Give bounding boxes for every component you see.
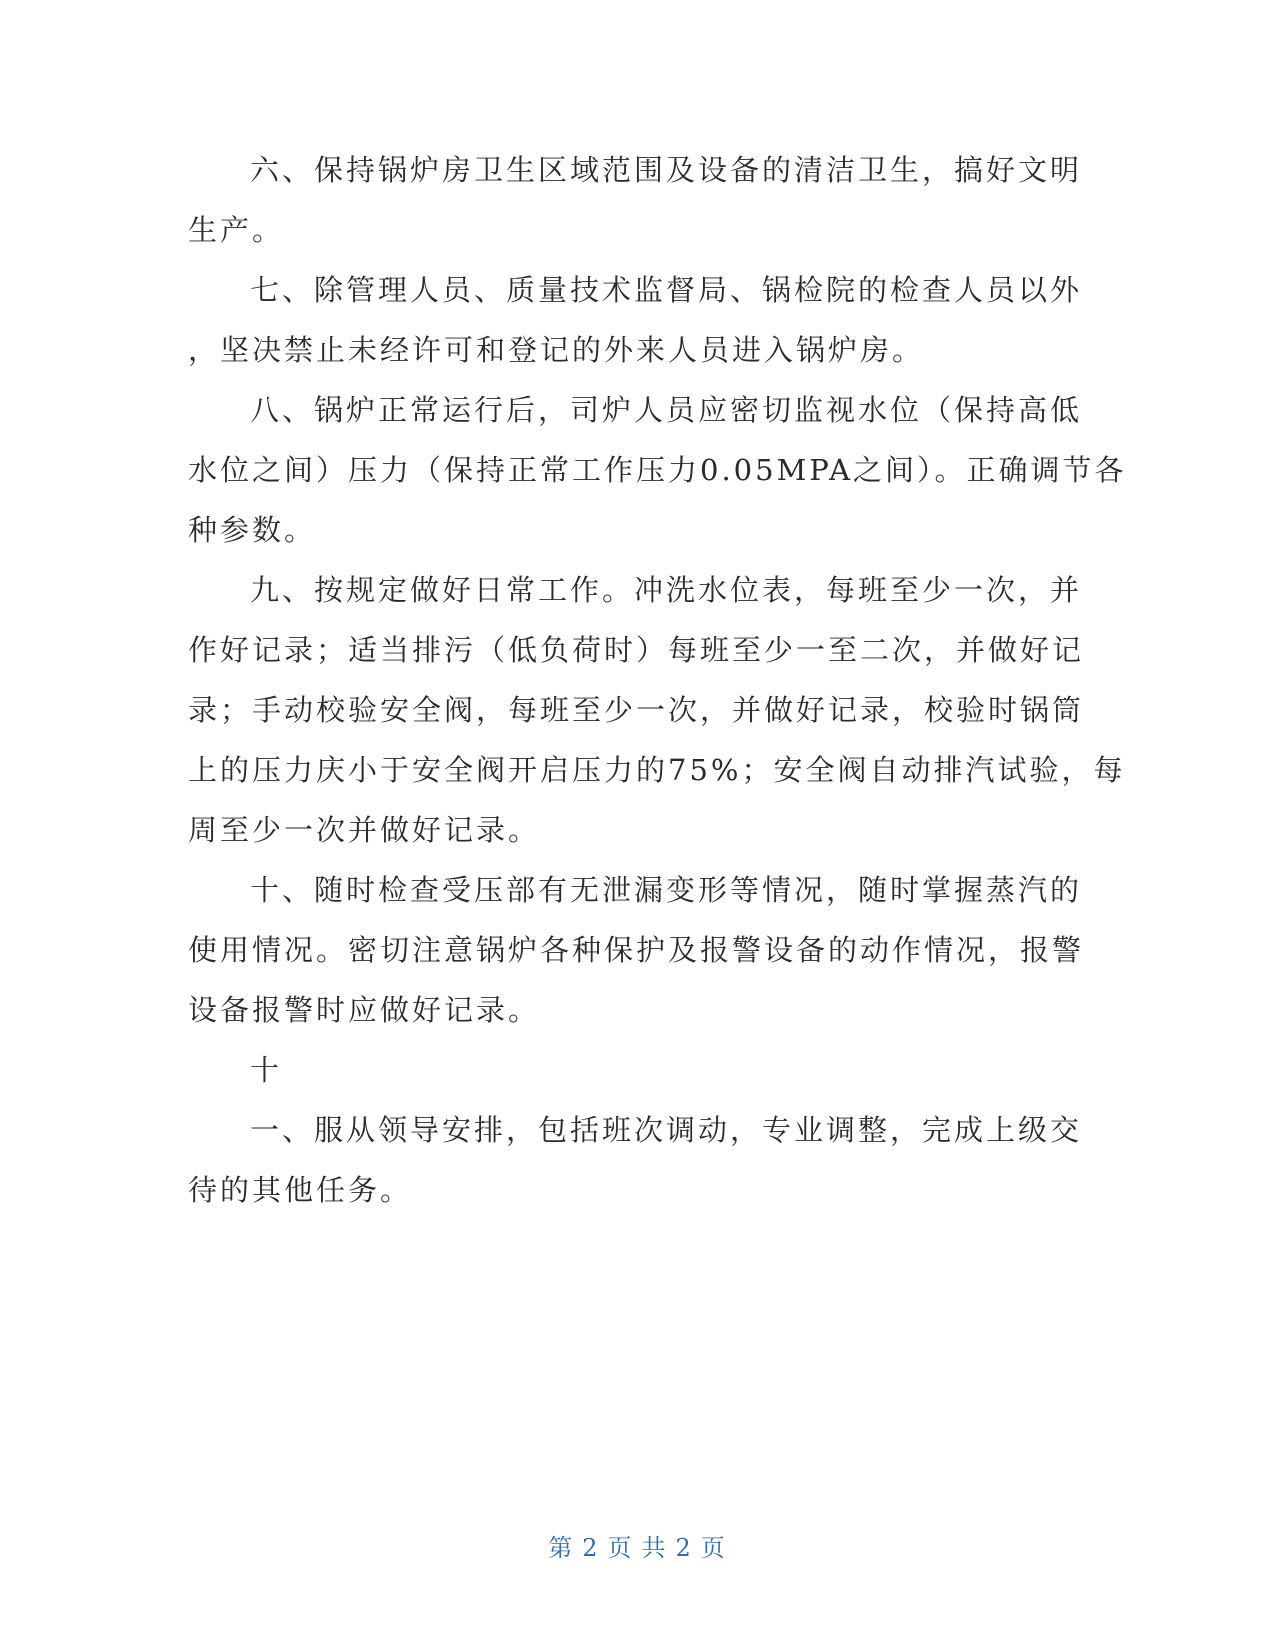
text-line: 十、随时检查受压部有无泄漏变形等情况，随时掌握蒸汽的 bbox=[250, 873, 1083, 907]
text-line: 七、除管理人员、质量技术监督局、锅检院的检查人员以外 bbox=[250, 273, 1083, 307]
paragraph-9 bbox=[188, 560, 1126, 860]
page-footer bbox=[0, 1528, 1275, 1563]
text-line: 上的压力庆小于安全阀开启压力的75%；安全阀自动排汽试验，每 bbox=[188, 753, 1126, 787]
text-line: 八、锅炉正常运行后，司炉人员应密切监视水位（保持高低 bbox=[250, 393, 1083, 427]
text-line: 种参数。 bbox=[188, 513, 317, 547]
footer-total-word: 共 bbox=[641, 1534, 668, 1562]
footer-suffix: 页 bbox=[700, 1534, 727, 1562]
text-line: 周至少一次并做好记录。 bbox=[188, 813, 541, 847]
text-line: 水位之间）压力（保持正常工作压力0.05MPA之间）。正确调节各 bbox=[188, 453, 1127, 487]
text-line: 一、服从领导安排，包括班次调动，专业调整，完成上级交 bbox=[250, 1113, 1083, 1147]
paragraph-7 bbox=[188, 260, 1083, 380]
text-line: 录；手动校验安全阀，每班至少一次，并做好记录，校验时锅筒 bbox=[188, 693, 1085, 727]
document-body bbox=[188, 140, 1127, 1220]
paragraph-8 bbox=[188, 380, 1127, 560]
text-line: 使用情况。密切注意锅炉各种保护及报警设备的动作情况，报警 bbox=[188, 933, 1085, 967]
text-line: 六、保持锅炉房卫生区域范围及设备的清洁卫生，搞好文明 bbox=[250, 153, 1083, 187]
text-line: 九、按规定做好日常工作。冲洗水位表，每班至少一次，并 bbox=[250, 573, 1083, 607]
total-page-number: 2 bbox=[675, 1534, 693, 1562]
text-line: 设备报警时应做好记录。 bbox=[188, 993, 541, 1027]
text-line: 待的其他任务。 bbox=[188, 1173, 413, 1207]
text-line: 生产。 bbox=[188, 213, 285, 247]
footer-page-word: 页 bbox=[607, 1534, 634, 1562]
footer-prefix: 第 bbox=[548, 1534, 575, 1562]
text-line: 作好记录；适当排污（低负荷时）每班至少一至二次，并做好记 bbox=[188, 633, 1085, 667]
paragraph-10 bbox=[188, 860, 1085, 1040]
paragraph-11 bbox=[188, 1040, 1083, 1220]
current-page-number: 2 bbox=[582, 1534, 600, 1562]
paragraph-6 bbox=[188, 140, 1083, 260]
text-line: 十 bbox=[250, 1053, 283, 1087]
text-line: ，坚决禁止未经许可和登记的外来人员进入锅炉房。 bbox=[188, 333, 925, 367]
